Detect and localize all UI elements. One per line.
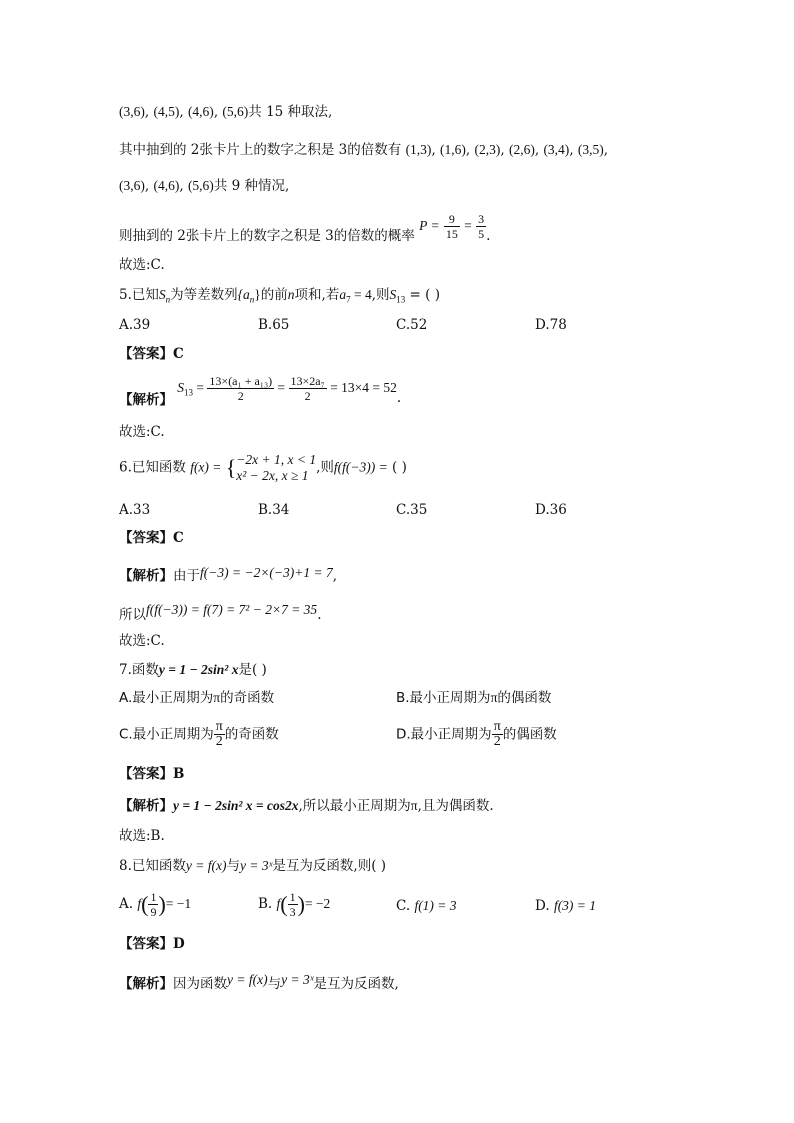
text: 为等差数列 [170,287,238,303]
q8-option-b [258,890,330,919]
text: 7.函数 [119,662,159,678]
text: D.最小正周期为 [396,726,492,743]
text: ,且为偶函数. [417,798,494,814]
question-5 [119,285,440,310]
sep: , [569,142,574,158]
fraction [288,890,298,919]
equals: = [274,380,289,395]
text: 其中抽到的 2张卡片上的数字之积是 3的倍数有 [119,142,402,158]
var: a [339,287,347,302]
pair: (5,6) [222,104,249,119]
pair: (4,6) [187,104,214,119]
denominator: 3 [289,905,296,919]
text: 的前 [260,287,288,303]
formula: f(3) = 1 [553,898,597,913]
answer-6: 【答案】C [119,530,184,546]
text: C.最小正周期为 [119,726,214,743]
text: 是互为反函数, [313,976,399,992]
numerator: π [493,719,501,734]
text: 是( ) [238,662,267,678]
text: , [332,568,338,584]
answer-7: 【答案】B [119,766,185,782]
pair: (3,5) [577,142,604,157]
piecewise [236,452,316,484]
fraction [492,720,503,749]
q6-option-d: D.36 [535,502,567,518]
var: {a [237,287,250,302]
text: ,则 [316,459,334,476]
analysis-8 [119,970,399,994]
period: . [396,390,402,406]
analysis-6a [119,563,337,586]
solution-line-pairs-1 [119,102,332,122]
sep: , [144,178,150,194]
value: π [490,690,498,705]
text: 由于 [173,568,200,584]
numerator: 13×(a₁ + a₁₃) [209,374,273,388]
period: . [486,228,491,244]
label: D. [535,898,550,914]
q8-option-a [119,890,191,919]
solution-line-pairs-2 [119,140,608,160]
denominator: 2 [215,734,223,749]
q7-option-a [119,688,274,708]
text: A.最小正周期为 [119,690,214,706]
probability-line [119,212,490,246]
pair: (2,3) [474,142,501,157]
denominator: 2 [304,389,311,403]
text: 8.已知函数 [119,858,186,874]
text: 共 15 种取法, [248,104,333,120]
analysis-6b [119,600,321,625]
fraction [148,890,158,919]
numerator: 1 [150,890,157,904]
paren-icon: ) [158,891,166,917]
pair: (3,6) [119,178,145,193]
var: S [158,287,166,302]
analysis-5 [119,374,401,410]
numerator: 3 [478,212,485,226]
sep: , [534,142,540,158]
numerator: 1 [289,890,296,904]
text: 6.已知函数 [119,459,186,476]
formula: y = f(x) [185,858,227,873]
sub: 13 [184,387,194,398]
text: 的偶函数 [502,726,557,743]
text: 共 9 种情况, [213,178,290,194]
q5-option-c: C.52 [396,317,428,333]
sep: , [431,142,436,158]
conclusion: 故选:C. [119,424,165,440]
formula: y = f(x) [227,972,268,987]
value: π [410,798,418,813]
paren-icon: ) [297,891,305,917]
paren-icon: ( [280,891,288,917]
sep: , [179,104,184,120]
q5-option-b: B.65 [258,317,290,333]
formula: y = 1 − 2sin² x [158,662,239,677]
formula: y = 3ˣ [281,972,314,987]
text: 所以 [119,607,146,623]
denominator: 5 [478,227,485,241]
q8-option-d [535,896,596,916]
value: = −2 [304,896,331,911]
equals: = [464,218,472,233]
formula: f(x) = [190,459,222,475]
denominator: 2 [493,734,501,749]
formula: f(f(−3)) = [333,459,388,475]
case: x² − 2x, x ≥ 1 [236,468,309,483]
denominator: 15 [445,227,458,241]
sep: , [500,142,505,158]
text: ,则 [371,287,390,303]
paren-icon: ( [141,891,149,917]
formula: y = 3ˣ [239,858,273,873]
pair: (1,3) [405,142,432,157]
q6-option-c: C.35 [396,502,428,518]
text: 与 [226,858,240,874]
value: π [213,690,221,705]
sub: 7 [346,294,351,305]
q8-option-c [396,896,457,916]
text: 5.已知 [119,287,159,303]
q7-option-c [119,720,279,749]
fraction [476,212,486,241]
fraction [444,212,460,241]
conclusion: 故选:C. [119,257,165,273]
label: 【解析】 [119,568,173,584]
answer-8: 【答案】D [119,936,185,952]
text: 是互为反函数,则( ) [272,858,387,874]
denominator: 9 [150,905,157,919]
solution-line-pairs-3 [119,176,289,196]
q6-option-b: B.34 [258,502,290,518]
conclusion: 故选:B. [119,828,165,844]
text: ( ) [387,459,407,476]
text: = ( ) [405,287,440,303]
fraction [289,374,327,403]
var: S [177,380,185,395]
period: . [317,607,322,623]
pair: (3,4) [543,142,570,157]
var: n [287,287,295,302]
conclusion: 故选:C. [119,633,165,649]
sep: , [603,142,609,158]
value: = 4 [350,287,372,302]
question-6 [119,452,407,484]
value: = 13×4 = 52 [326,380,397,395]
question-7 [119,660,267,680]
q7-option-d [396,720,557,749]
pair: (5,6) [187,178,214,193]
answer-5: 【答案】C [119,346,184,362]
analysis-7 [119,796,494,816]
sep: , [144,104,150,120]
fraction [214,720,225,749]
text: B.最小正周期为 [396,690,491,706]
label: 【解析】 [119,392,173,408]
func: f [137,896,142,911]
func: f [276,896,281,911]
label: 【解析】 [119,798,173,814]
var: S [389,287,397,302]
numerator: 13×2a₇ [290,374,325,388]
equals: = [193,380,208,395]
sep: , [213,104,219,120]
sep: , [465,142,471,158]
sub: n [249,294,255,305]
text: ,所以最小正周期为 [298,798,411,814]
question-8 [119,856,386,876]
pair: (4,5) [153,104,180,119]
text: 的奇函数 [220,690,275,706]
formula: f(1) = 3 [414,898,457,913]
pair: (3,6) [119,104,145,119]
text: 的奇函数 [224,726,279,743]
text: 因为函数 [173,976,227,992]
label: B. [258,896,273,912]
case: −2x + 1, x < 1 [236,452,317,467]
text: 与 [267,976,282,992]
text: 的偶函数 [497,690,552,706]
sub: 13 [396,294,406,305]
brace-icon: { [225,455,237,480]
label: A. [119,896,134,912]
q6-option-a: A.33 [119,502,151,518]
label: 【解析】 [119,976,173,992]
brace: } [254,287,261,302]
numerator: π [215,719,223,734]
formula: P = [419,218,440,233]
label: C. [396,898,411,914]
formula: f(−3) = −2×(−3)+1 = 7 [200,565,333,580]
fraction [207,374,274,403]
text: 项和,若 [294,287,340,303]
formula: f(f(−3)) = f(7) = 7² − 2×7 = 35 [146,602,318,617]
q5-option-a: A.39 [119,317,151,333]
denominator: 2 [237,389,244,403]
q5-option-d: D.78 [535,317,567,333]
sub: n [165,294,171,305]
q7-option-b [396,688,551,708]
pair: (1,6) [440,142,466,157]
pair: (2,6) [508,142,535,157]
numerator: 9 [444,212,460,227]
value: = −1 [165,896,192,911]
text: 则抽到的 2张卡片上的数字之积是 3的倍数的概率 [119,228,415,244]
pair: (4,6) [153,178,180,193]
formula: y = 1 − 2sin² x = cos2x [173,798,299,813]
sep: , [179,178,184,194]
